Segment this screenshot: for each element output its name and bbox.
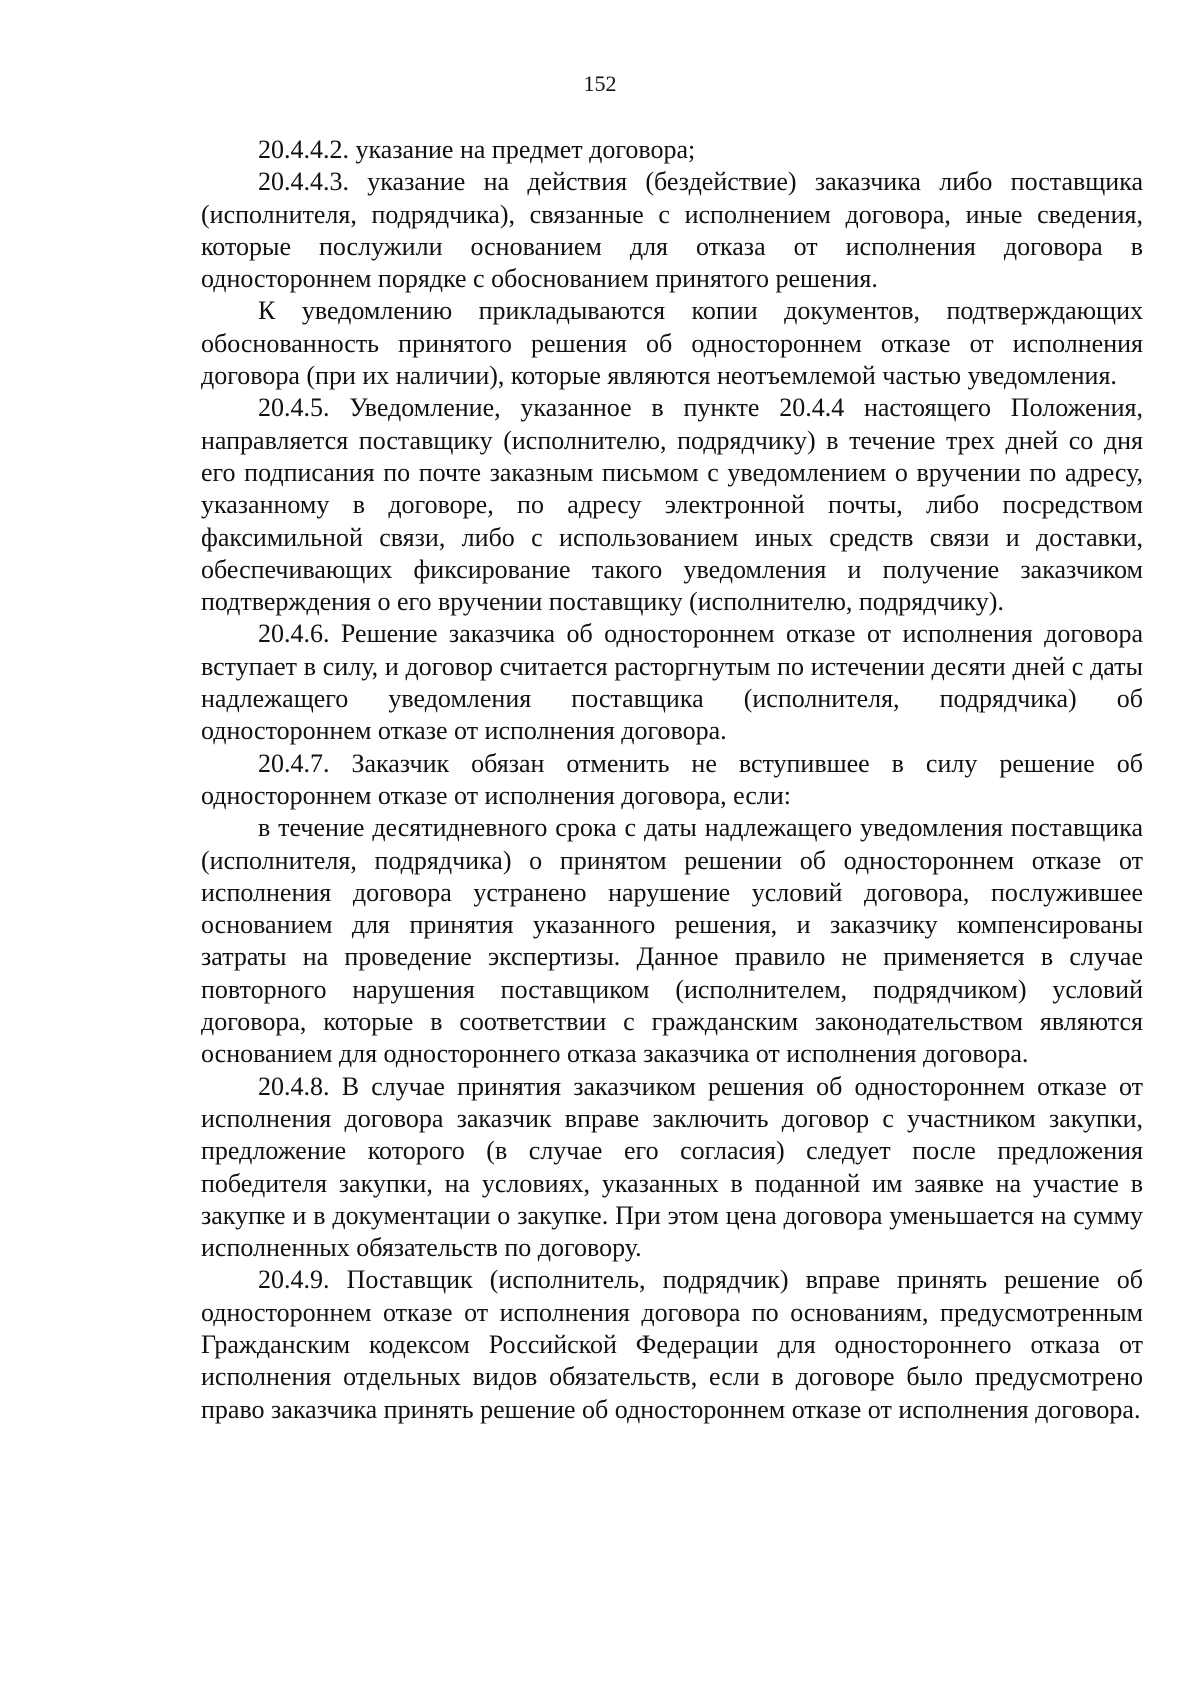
paragraph-20-4-4-2: 20.4.4.2. указание на предмет договора; (258, 135, 696, 164)
page-number: 152 (583, 71, 617, 96)
paragraph-20-4-6: 20.4.6. Решение заказчика об одностороннем отказе от исполнения договора вступает в силу, и договор считается расторгнутым по истечении десяти дней с даты надлежащего уведомления поставщика (исполнителя, подрядчика) об одностороннем отказе от исполнения договора. (201, 619, 1143, 746)
paragraph-20-4-7: 20.4.7. Заказчик обязан отменить не вступившее в силу решение об одностороннем отказе от исполнения договора, если: (201, 748, 1143, 810)
paragraph-attachments: К уведомлению прикладываются копии документов, подтверждающих обоснованность принятого решения об одностороннем отказе от исполнения договора (при их наличии), которые являются неотъемлемой частью уведомления. (201, 296, 1143, 391)
paragraph-20-4-5: 20.4.5. Уведомление, указанное в пункте 20.4.4 настоящего Положения, направляется поставщику (исполнителю, подрядчику) в течение трех дней со дня его подписания по почте заказным письмом с уведомлением о вручении по адресу, указанному в договоре, по адресу электронной почты, либо посредством факсимильной связи, либо с использованием иных средств связи и доставки, обеспечивающих фиксирование такого уведомления и получение заказчиком подтверждения о его вручении поставщику (исполнителю, подрядчику). (201, 393, 1143, 617)
paragraph-20-4-8: 20.4.8. В случае принятия заказчиком решения об одностороннем отказе от исполнения договора заказчик вправе заключить договор с участником закупки, предложение которого (в случае его согласия) следует после предложения победителя закупки, на условиях, указанных в поданной им заявке на участие в закупке и в документации о закупке. При этом цена договора уменьшается на сумму исполненных обязательств по договору. (201, 1071, 1143, 1263)
paragraph-20-4-7-condition: в течение десятидневного срока с даты надлежащего уведомления поставщика (исполнителя, подрядчика) о принятом решении об одностороннем отказе от исполнения договора устранено нарушение условий договора, послужившее основанием для принятия указанного решения, и заказчику компенсированы затраты на проведение экспертизы. Данное правило не применяется в случае повторного нарушения поставщиком (исполнителем, подрядчиком) условий договора, которые в соответствии с гражданским законодательством являются основанием для одностороннего отказа заказчика от исполнения договора. (201, 813, 1143, 1069)
paragraph-20-4-9: 20.4.9. Поставщик (исполнитель, подрядчик) вправе принять решение об одностороннем отказе от исполнения договора по основаниям, предусмотренным Гражданским кодексом Российской Федерации для одностороннего отказа от исполнения отдельных видов обязательств, если в договоре было предусмотрено право заказчика принять решение об одностороннем отказе от исполнения договора. (201, 1265, 1143, 1424)
document-body (201, 134, 1143, 1426)
paragraph-20-4-4-3: 20.4.4.3. указание на действия (бездействие) заказчика либо поставщика (исполнителя, подрядчика), связанные с исполнением договора, иные сведения, которые послужили основанием для отказа от исполнения договора в одностороннем порядке с обоснованием принятого решения. (201, 167, 1143, 294)
